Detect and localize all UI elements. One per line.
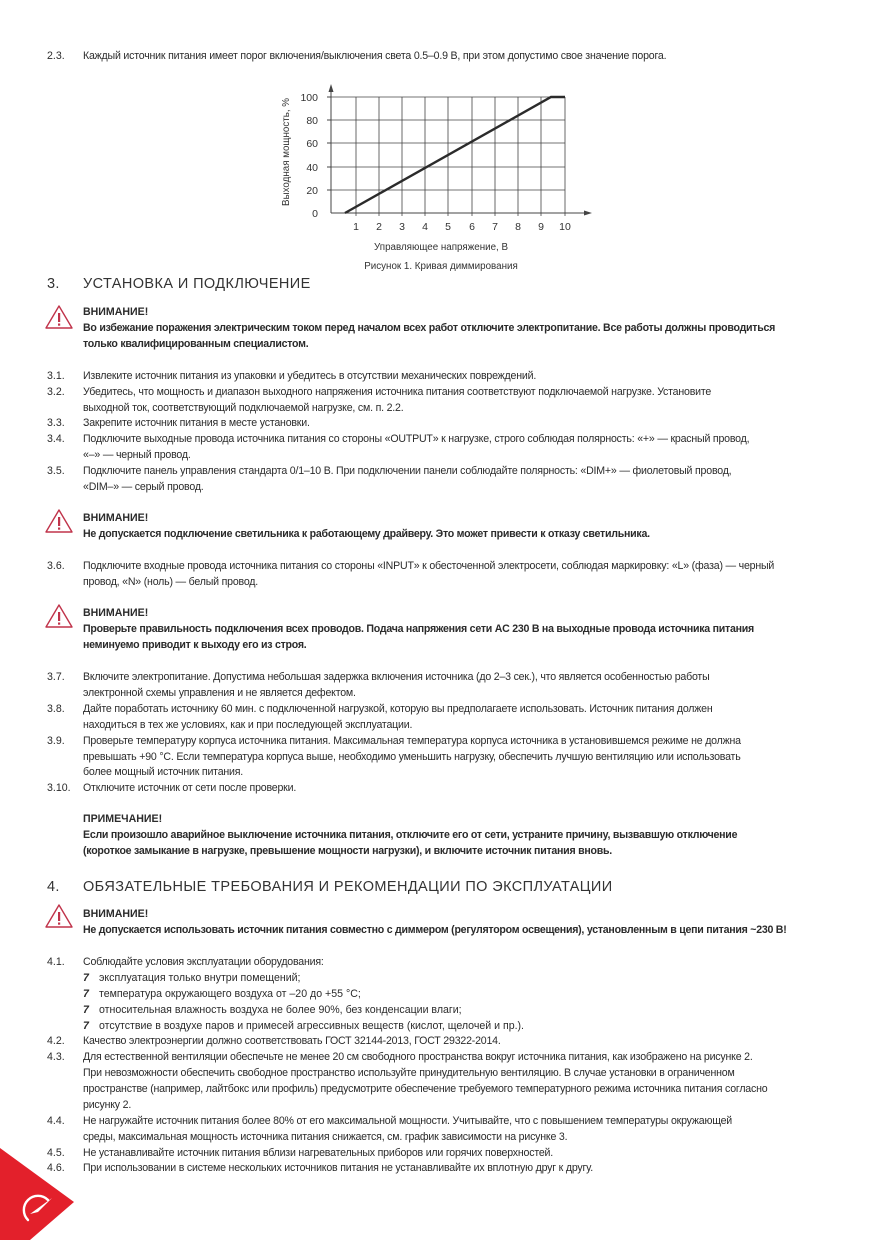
item-text: провод, «N» (ноль) — белый провод. <box>83 576 259 588</box>
item-text: Включите электропитание. Допустима небольшая задержка включения источника (до 2–3 сек.), что является особенностью работы <box>83 671 710 683</box>
item-text: находиться в тех же условиях, как и при последующей эксплуатации. <box>83 719 413 731</box>
item-number: 4.4. <box>47 1115 65 1127</box>
y-tick: 40 <box>306 162 318 174</box>
item-text: Соблюдайте условия эксплуатации оборудования: <box>83 956 324 968</box>
y-tick: 20 <box>306 185 318 197</box>
x-tick: 10 <box>559 221 571 233</box>
item-number: 3.5. <box>47 465 65 477</box>
section-number: 3. <box>47 276 60 292</box>
item-text: Убедитесь, что мощность и диапазон выходного напряжения источника питания соответствуют подключаемой нагрузке. Установите <box>83 386 712 398</box>
x-tick: 6 <box>469 221 475 233</box>
x-axis-label: Управляющее напряжение, В <box>373 242 509 253</box>
warning-title: ВНИМАНИЕ! <box>83 512 149 524</box>
item-text: Для естественной вентиляции обеспечьте не менее 20 см свободного пространства вокруг источника питания, как изображено на рисунке 2. <box>83 1051 753 1063</box>
item-text: Качество электроэнергии должно соответствовать ГОСТ 32144-2013, ГОСТ 29322-2014. <box>83 1035 501 1047</box>
bullet-item: 7 отсутствие в воздухе паров и примесей агрессивных веществ (кислот, щелочей и пр.). <box>83 1020 524 1032</box>
item-text: «DIM–» — серый провод. <box>83 481 204 493</box>
item-text: При невозможности обеспечить свободное пространство используйте принудительную вентиляцию. В случае установки в ограниченном <box>83 1067 735 1079</box>
item-text: Подключите панель управления стандарта 0/1–10 В. При подключении панели соблюдайте полярность: «DIM+» — фиолетовый провод, <box>83 465 732 477</box>
item-number: 3.9. <box>47 735 65 747</box>
item-text: Дайте поработать источнику 60 мин. с подключенной нагрузкой, которую вы предполагаете использовать. Источник питания должен <box>83 703 713 715</box>
item-number: 2.3. <box>47 50 65 62</box>
x-tick: 4 <box>422 221 428 233</box>
dimming-curve-chart <box>270 84 600 274</box>
item-text: пространстве (например, лайтбокс или профиль) предусмотрите обеспечение требуемого температурного режима источника питания согласно <box>83 1083 768 1095</box>
item-text: Подключите выходные провода источника питания со стороны «OUTPUT» к нагрузке, строго соблюдая полярность: «+» — красный провод, <box>83 433 750 445</box>
warning-text-line: Не допускается использовать источник питания совместно с диммером (регулятором освещения), установленным в цепи питания ~230 В! <box>83 924 787 936</box>
item-number: 4.6. <box>47 1162 65 1174</box>
y-axis-label: Выходная мощность, % <box>281 98 292 206</box>
item-text: выходной ток, соответствующий подключаемой нагрузке, см. п. 2.2. <box>83 402 404 414</box>
item-number: 3.6. <box>47 560 65 572</box>
x-tick: 1 <box>353 221 359 233</box>
warning-icon <box>44 603 74 629</box>
y-tick: 100 <box>300 92 318 104</box>
section-number: 4. <box>47 879 60 895</box>
item-number: 4.2. <box>47 1035 65 1047</box>
chart-series-line <box>345 97 565 213</box>
y-tick: 0 <box>312 208 318 220</box>
x-tick: 5 <box>445 221 451 233</box>
item-text: «–» — черный провод. <box>83 449 191 461</box>
warning-text-line: Во избежание поражения электрическим током перед началом всех работ отключите электропитание. Все работы должны проводиться <box>83 322 776 334</box>
brand-corner-logo <box>0 1140 80 1240</box>
item-text: превышать +90 °С. Если температура корпуса выше, необходимо уменьшить нагрузку, обеспечить лучшую вентиляцию или использовать <box>83 751 741 763</box>
item-text: Отключите источник от сети после проверки. <box>83 782 297 794</box>
item-text: Закрепите источник питания в месте установки. <box>83 417 310 429</box>
item-text: Не устанавливайте источник питания вблизи нагревательных приборов или горячих поверхностей. <box>83 1147 554 1159</box>
note-text-line: (короткое замыкание в нагрузке, превышение мощности нагрузки), и включите источник питания вновь. <box>83 845 612 857</box>
bullet-item: 7 эксплуатация только внутри помещений; <box>83 972 301 984</box>
note-text-line: Если произошло аварийное выключение источника питания, отключите его от сети, устраните причину, вызвавшую отключение <box>83 829 738 841</box>
x-tick: 7 <box>492 221 498 233</box>
warning-text-line: Не допускается подключение светильника к работающему драйверу. Это может привести к отказу светильника. <box>83 528 650 540</box>
item-number: 3.7. <box>47 671 65 683</box>
item-number: 4.3. <box>47 1051 65 1063</box>
warning-text-line: только квалифицированным специалистом. <box>83 338 309 350</box>
x-tick: 8 <box>515 221 521 233</box>
warning-title: ВНИМАНИЕ! <box>83 607 149 619</box>
warning-title: ВНИМАНИЕ! <box>83 908 149 920</box>
item-number: 3.2. <box>47 386 65 398</box>
warning-title: ВНИМАНИЕ! <box>83 306 149 318</box>
section-title: ОБЯЗАТЕЛЬНЫЕ ТРЕБОВАНИЯ И РЕКОМЕНДАЦИИ ПО ЭКСПЛУАТАЦИИ <box>83 879 613 895</box>
item-number: 3.3. <box>47 417 65 429</box>
x-tick: 9 <box>538 221 544 233</box>
arrow-bullet-icon: 7 <box>83 988 89 1000</box>
warning-icon <box>44 508 74 534</box>
item-number: 3.8. <box>47 703 65 715</box>
chart-grid <box>331 97 565 216</box>
item-number: 4.1. <box>47 956 65 968</box>
item-text: Не нагружайте источник питания более 80% от его максимальной мощности. Учитывайте, что с повышением температуры окружающей <box>83 1115 733 1127</box>
warning-text-line: Проверьте правильность подключения всех проводов. Подача напряжения сети AC 230 В на выходные провода источника питания <box>83 623 754 635</box>
x-tick: 3 <box>399 221 405 233</box>
warning-icon <box>44 903 74 929</box>
arrow-bullet-icon: 7 <box>83 1004 89 1016</box>
item-text: среды, максимальная мощность источника питания снижается, см. график зависимости на рисунке 3. <box>83 1131 568 1143</box>
warning-text-line: неминуемо приводит к выходу его из строя. <box>83 639 307 651</box>
arrow-bullet-icon: 7 <box>83 972 89 984</box>
item-number: 3.10. <box>47 782 71 794</box>
item-text: При использовании в системе нескольких источников питания не устанавливайте их вплотную друг к другу. <box>83 1162 593 1174</box>
bullet-item: 7 температура окружающего воздуха от –20 до +55 °C; <box>83 988 361 1000</box>
item-text: рисунку 2. <box>83 1099 132 1111</box>
bullet-item: 7 относительная влажность воздуха не более 90%, без конденсации влаги; <box>83 1004 462 1016</box>
y-tick: 60 <box>306 138 318 150</box>
item-text: Подключите входные провода источника питания со стороны «INPUT» к обесточенной электросети, соблюдая маркировку: «L» (фаза) — черный <box>83 560 775 572</box>
item-text: электронной схемы управления и не является дефектом. <box>83 687 356 699</box>
section-title: УСТАНОВКА И ПОДКЛЮЧЕНИЕ <box>83 276 311 292</box>
note-title: ПРИМЕЧАНИЕ! <box>83 813 163 825</box>
arrow-bullet-icon: 7 <box>83 1020 89 1032</box>
item-number: 3.1. <box>47 370 65 382</box>
item-number: 4.5. <box>47 1147 65 1159</box>
item-text: Каждый источник питания имеет порог включения/выключения света 0.5–0.9 В, при этом допустимо свое значение порога. <box>83 50 667 62</box>
item-text: Извлеките источник питания из упаковки и убедитесь в отсутствии механических повреждений. <box>83 370 537 382</box>
warning-icon <box>44 304 74 330</box>
item-number: 3.4. <box>47 433 65 445</box>
x-tick: 2 <box>376 221 382 233</box>
item-text: более мощный источник питания. <box>83 766 244 778</box>
y-tick: 80 <box>306 115 318 127</box>
chart-caption: Рисунок 1. Кривая диммирования <box>364 261 518 272</box>
item-text: Проверьте температуру корпуса источника питания. Максимальная температура корпуса источника в установившемся режиме не должна <box>83 735 741 747</box>
